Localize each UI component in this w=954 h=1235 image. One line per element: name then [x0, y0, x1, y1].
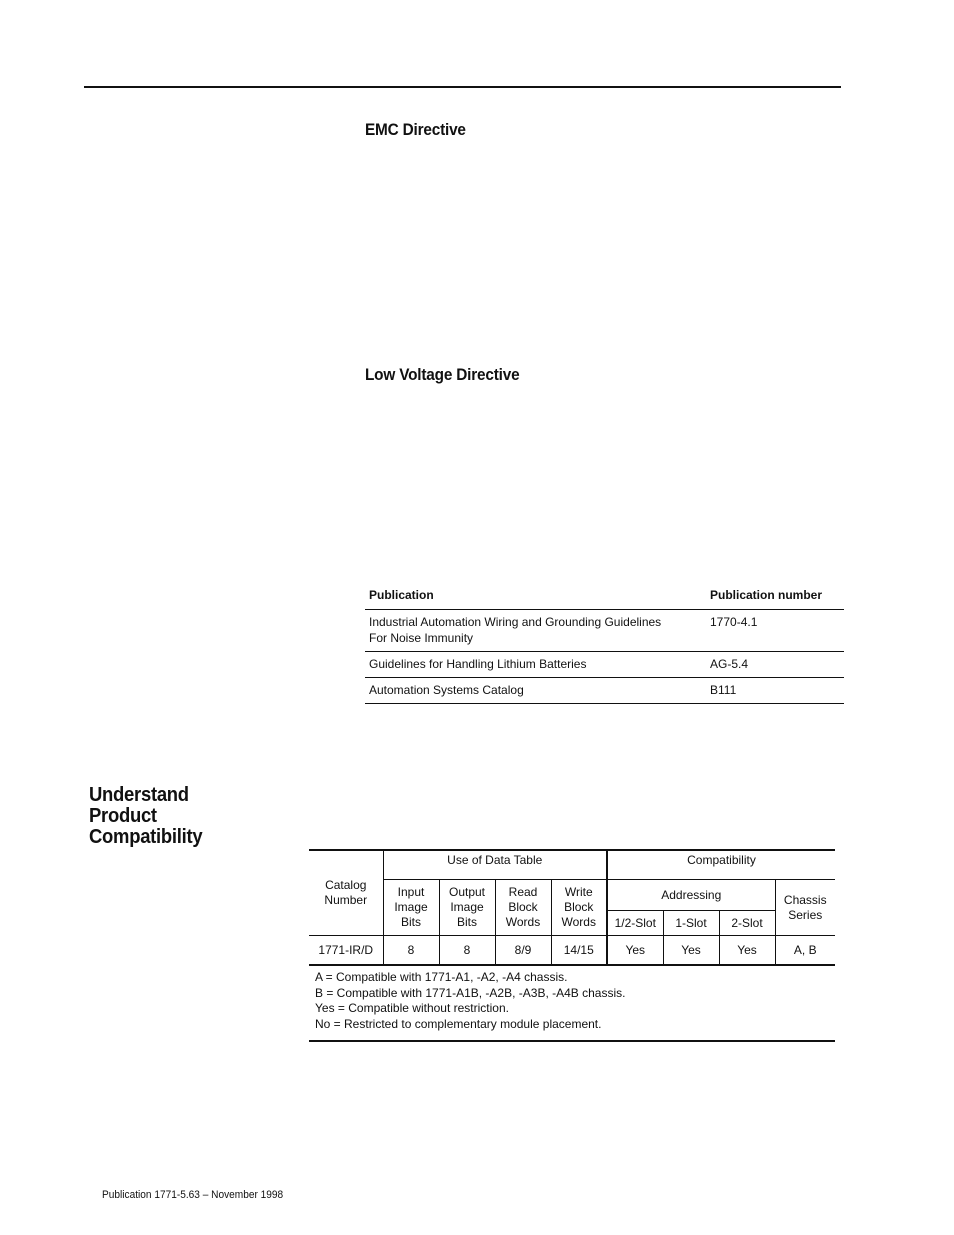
addressing-header: Addressing [607, 880, 775, 911]
header-text: Input Image Bits [394, 885, 428, 929]
header-row-2 [309, 880, 835, 911]
note-line: A = Compatible with 1771-A1, -A2, -A4 chassis. [315, 970, 568, 984]
output-bits-cell: 8 [439, 936, 495, 966]
compatibility-table [309, 849, 835, 1042]
understand-compatibility-heading [89, 784, 260, 847]
two-slot-cell: Yes [719, 936, 775, 966]
use-of-data-table-header: Use of Data Table [383, 850, 607, 880]
write-block-words-header [551, 880, 607, 936]
header-text: Chassis Series [783, 892, 827, 922]
table-row [365, 678, 844, 704]
header-row-1 [309, 850, 835, 880]
compatibility-header: Compatibility [607, 850, 835, 880]
notes-row [309, 965, 835, 1041]
publication-title [365, 610, 706, 652]
notes-cell [309, 965, 835, 1041]
note-line: Yes = Compatible without restriction. [315, 1001, 509, 1015]
publication-header: Publication [365, 585, 706, 610]
table-row [365, 610, 844, 652]
read-block-words-header [495, 880, 551, 936]
input-bits-cell: 8 [383, 936, 439, 966]
chassis-cell: A, B [775, 936, 835, 966]
note-line: B = Compatible with 1771-A1B, -A2B, -A3B, -A4B chassis. [315, 985, 626, 1000]
one-slot-header: 1-Slot [663, 911, 719, 936]
output-image-bits-header [439, 880, 495, 936]
table-header-row [365, 585, 844, 610]
catalog-number-text: Catalog Number [324, 878, 368, 907]
header-text: Read Block Words [505, 885, 541, 929]
publication-title: Guidelines for Handling Lithium Batteries [365, 652, 706, 678]
half-slot-header: 1/2-Slot [607, 911, 663, 936]
one-slot-cell: Yes [663, 936, 719, 966]
write-block-cell: 14/15 [551, 936, 607, 966]
publication-footer: Publication 1771-5.63 – November 1998 [102, 1189, 284, 1201]
heading-text: Understand Product Compatibility [89, 783, 203, 848]
chassis-series-header [775, 880, 835, 936]
half-slot-cell: Yes [607, 936, 663, 966]
low-voltage-directive-heading: Low Voltage Directive [365, 366, 520, 384]
input-image-bits-header [383, 880, 439, 936]
publications-table [365, 585, 844, 704]
catalog-number-header [309, 850, 383, 936]
publication-title-text: Industrial Automation Wiring and Grounding Guidelines For Noise Immunity [369, 615, 662, 645]
catalog-cell: 1771-IR/D [309, 936, 383, 966]
table-row [365, 652, 844, 678]
note-line: No = Restricted to complementary module placement. [315, 1016, 602, 1031]
publication-number: 1770-4.1 [706, 610, 844, 652]
top-rule [84, 86, 841, 88]
publication-number: AG-5.4 [706, 652, 844, 678]
publication-number: B111 [706, 678, 844, 704]
header-text: Output Image Bits [448, 885, 486, 929]
header-text: Write Block Words [561, 885, 596, 929]
two-slot-header: 2-Slot [719, 911, 775, 936]
read-block-cell: 8/9 [495, 936, 551, 966]
table-row [309, 936, 835, 966]
publication-title: Automation Systems Catalog [365, 678, 706, 704]
emc-directive-heading: EMC Directive [365, 121, 466, 139]
publication-number-header: Publication number [706, 585, 844, 610]
